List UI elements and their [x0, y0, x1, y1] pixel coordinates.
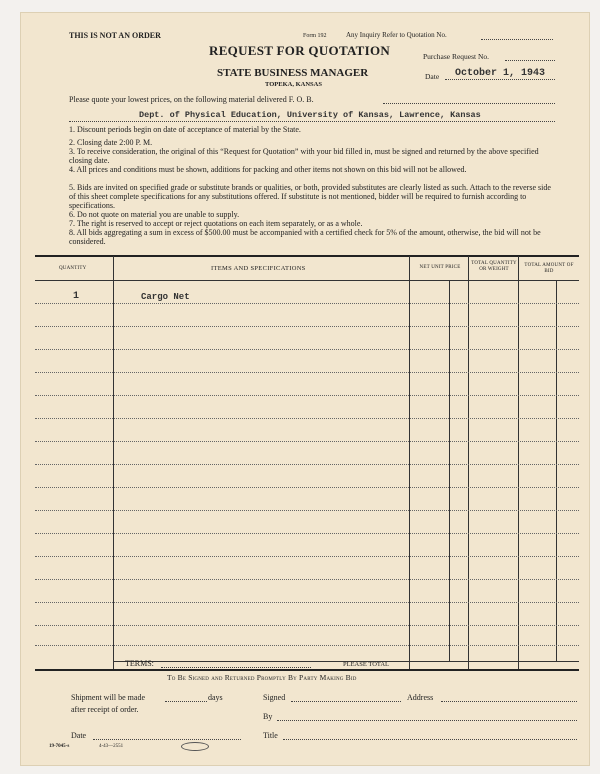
- shipment-label: Shipment will be made: [71, 693, 145, 702]
- quotation-number-field[interactable]: [481, 39, 553, 40]
- total-amount-header: TOTAL AMOUNT OF BID: [524, 263, 574, 274]
- date-value: October 1, 1943: [455, 68, 546, 79]
- row-1-quantity: 1: [73, 291, 80, 302]
- title-label: Title: [263, 731, 278, 740]
- delivery-destination: Dept. of Physical Education, University of Kansas, Lawrence, Kansas: [139, 110, 481, 120]
- condition-4: 4. All prices and conditions must be shown, additions for packing and other items not shown on this bid will not be allowed.: [69, 165, 467, 174]
- address-label: Address: [407, 693, 434, 702]
- quantity-header: QUANTITY: [59, 266, 87, 271]
- agency-name: STATE BUSINESS MANAGER: [217, 67, 369, 79]
- delivery-field[interactable]: [69, 121, 555, 122]
- condition-1: 1. Discount periods begin on date of acceptance of material by the State.: [69, 125, 301, 134]
- row-1-item: Cargo Net: [141, 292, 190, 302]
- condition-5: 5. Bids are invited on specified grade or substitute brands or qualities, or both, provided substitutes are clearly listed as such. Attach to the reverse side of this sheet complete specifications for any substitutions offered. If substitute is not mentioned, bidder will be required to furnish according to specifications.: [69, 183, 551, 210]
- inquiry-note: Any Inquiry Refer to Quotation No.: [346, 31, 447, 39]
- print-code: 4-43—2551: [99, 744, 124, 749]
- total-quantity-header: TOTAL QUANTITY OR WEIGHT: [471, 261, 517, 272]
- form-number: Form 192: [303, 33, 327, 39]
- unit-price-header: NET UNIT PRICE: [419, 265, 461, 270]
- signing-instruction: To Be Signed and Returned Promptly By Party Making Bid: [167, 673, 357, 682]
- purchase-request-label: Purchase Request No.: [423, 52, 490, 61]
- agency-location: TOPEKA, KANSAS: [265, 81, 322, 88]
- by-label: By: [263, 712, 273, 721]
- condition-6: 6. Do not quote on material you are unable to supply.: [69, 210, 240, 219]
- signed-label: Signed: [263, 693, 286, 702]
- title-field[interactable]: [283, 739, 577, 740]
- terms-label: TERMS:: [125, 659, 154, 668]
- signed-field[interactable]: [291, 701, 401, 702]
- purchase-request-field[interactable]: [505, 60, 555, 61]
- after-receipt-label: after receipt of order.: [71, 705, 139, 714]
- items-header: ITEMS AND SPECIFICATIONS: [211, 265, 306, 272]
- fob-field[interactable]: [383, 103, 555, 104]
- condition-3: 3. To receive consideration, the original of this “Request for Quotation” with your bid filled in, must be signed and returned by the above specified closing date.: [69, 147, 539, 165]
- shipment-days-field[interactable]: [165, 701, 207, 702]
- address-field[interactable]: [441, 701, 577, 702]
- date-sign-label: Date: [71, 731, 87, 740]
- by-field[interactable]: [277, 720, 577, 721]
- fob-instruction: Please quote your lowest prices, on the following material delivered F. O. B.: [69, 95, 314, 104]
- quotation-form: [20, 12, 590, 766]
- terms-field[interactable]: [161, 667, 311, 668]
- form-title: REQUEST FOR QUOTATION: [209, 43, 391, 58]
- form-code: 19-7045-s: [49, 744, 70, 749]
- date-sign-field[interactable]: [93, 739, 241, 740]
- please-total-label: PLEASE TOTAL: [343, 661, 390, 668]
- condition-7: 7. The right is reserved to accept or reject quotations on each item separately, or as a whole.: [69, 219, 363, 228]
- condition-8: 8. All bids aggregating a sum in excess of $500.00 must be accompanied with a certified check for 5% of the amount, otherwise, the bid will not be considered.: [69, 228, 541, 246]
- date-label: Date: [425, 72, 440, 81]
- condition-2: 2. Closing date 2:00 P. M.: [69, 138, 153, 147]
- not-order-notice: THIS IS NOT AN ORDER: [69, 31, 161, 40]
- date-field[interactable]: [445, 79, 555, 80]
- union-label-icon: [181, 742, 209, 751]
- days-label: days: [208, 693, 223, 702]
